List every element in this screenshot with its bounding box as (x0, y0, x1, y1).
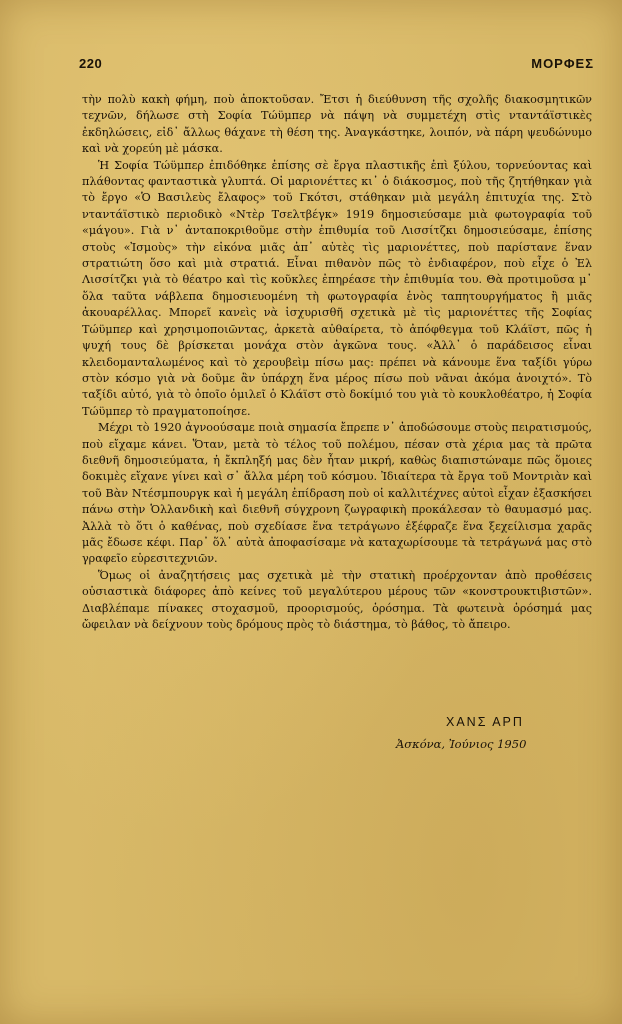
paragraph-2: Ἡ Σοφία Τώϋμπερ ἐπιδόθηκε ἐπίσης σὲ ἔργα πλαστικῆς ἐπὶ ξύλου, τορνεύοντας καὶ πλάθοντας φανταστικὰ γλυπτά. Οἱ μαριονέττες κι᾽ ὁ διάκοσμος, ποὺ τῆς ζητήθηκαν γιὰ τὸ ἔργο «Ὁ Βασιλεὺς ἔλαφος» τοῦ Γκότσι, στάθηκαν μιὰ μεγάλη ἐπιτυχία της. Στὸ νταντάϊστικὸ περιοδικὸ «Ντὲρ Τσελτβέγκ» 1919 δημοσιεύσαμε μιὰ φωτογραφία τοῦ «μάγου». Γιὰ ν᾽ ἀνταποκριθοῦμε στὴν ἐπιθυμία τοῦ Λισσίτζκι δημοσιεύσαμε, ἐπίσης στοὺς «Ἰσμοὺς» τὴν εἰκόνα μιᾶς ἀπ᾽ αὐτὲς τὶς μαριονέττες, ποὺ παρίστανε ἕναν στρατιώτη ὅσο καὶ μιὰ στρατιά. Εἶναι πιθανὸν πῶς τὸ ἐνδιαφέρον, ποὺ εἶχε ὁ Ἐλ Λισσίτζκι γιὰ τὸ θέατρο καὶ τὶς κοῦκλες ἐπηρέασε τὴν ἐπιθυμία του. Θὰ προτιμοῦσα μ᾽ ὅλα ταῦτα νάβλεπα δημοσιευομένη τὴ φωτογραφία ἑνὸς ταπητουργήματος ἢ μιᾶς ἀκουαρέλλας. Μπορεῖ κανεὶς νὰ ἰσχυρισθῆ σχετικὰ μὲ τὶς μαριονέττες τῆς Σοφίας Τώϋμπερ καὶ χρησιμοποιῶντας, ἀρκετὰ αὐθαίρετα, τὸ ἀπόφθεγμα τοῦ Κλάϊστ, πῶς ἡ ψυχή τους δὲ βρίσκεται μονάχα στὸν ἀγκῶνα τους. «Ἀλλ᾽ ὁ παράδεισος εἶναι κλειδομανταλωμένος καὶ τὸ χερουβεὶμ πίσω μας: πρέπει νὰ κάνουμε ἕνα ταξίδι γύρω στὸν κόσμο γιὰ νὰ δοῦμε ἂν ὑπάρχη ἕνα μέρος πίσω ποὺ νᾶναι ἀκόμα ἀνοιχτό». Τὸ ταξίδι αὐτό, γιὰ τὸ ὁποῖο ὁμιλεῖ ὁ Κλάϊστ στὸ δοκίμιό του γιὰ τὸ κουκλοθέατρο, ἡ Σοφία Τώϋμπερ τὸ πραγματοποίησε. (82, 158, 592, 418)
place-date: Ἀσκόνα, Ἰούνιος 1950 (396, 737, 527, 751)
paragraph-3: Μέχρι τὸ 1920 ἀγνοούσαμε ποιὰ σημασία ἔπρεπε ν᾽ ἀποδώσουμε στοὺς πειρατισμούς, ποὺ εἴχαμε κάνει. Ὅταν, μετὰ τὸ τέλος τοῦ πολέμου, πέσαν στὰ χέρια μας τὰ πρῶτα διεθνῆ δημοσιεύματα, ἡ ἔκπληξή μας δὲν ἦταν μικρή, καθὼς διαπιστώναμε πῶς ὅμοιες δοκιμὲς εἴχανε γίνει καὶ σ᾽ ἄλλα μέρη τοῦ κόσμου. Ἰδιαίτερα τὰ ἔργα τοῦ Μοντριὰν καὶ τοῦ Βὰν Ντέσμπουργκ καὶ ἡ μεγάλη ἐπίδραση ποὺ οἱ καλλιτέχνες αὐτοὶ εἶχαν ἐξασκήσει πάνω στὴν Ὁλλανδικὴ καὶ διεθνῆ σύγχρονη ζωγραφικὴ προκάλεσαν τὸ θαυμασμό μας. Ἀλλὰ τὸ ὅτι ὁ καθένας, ποὺ σχεδίασε ἕνα τετράγωνο ἐξέφραζε ἕνα ξεχείλισμα χαρᾶς μᾶς ἔδωσε κέφι. Παρ᾽ ὅλ᾽ αὐτὰ ἀποφασίσαμε νὰ καταχωρίσουμε τὰ τετράγωνά μας στὸ γραφεῖο εὑρεσιτεχνιῶν. (82, 421, 592, 566)
paragraph-1: τὴν πολὺ κακὴ φήμη, ποὺ ἀποκτοῦσαν. Ἔτσι ἡ διεύθυνση τῆς σχολῆς διακοσμητικῶν τεχνῶν, δήλωσε στὴ Σοφία Τώϋμπερ νὰ πάψη νὰ συμμετέχη στὶς νταντάϊστικὲς ἐκδηλώσεις, εἰδ᾽ ἄλλως θάχανε τὴ θέση της. Ἀναγκάστηκε, λοιπόν, νὰ πάρη ψευδώνυμο καὶ νὰ χορεύη μὲ μάσκα. (82, 93, 592, 156)
page-header (79, 56, 594, 74)
page-number: 220 (79, 56, 103, 71)
article-body (82, 92, 592, 633)
running-title: ΜΟΡΦΕΣ (531, 56, 594, 71)
signature-block (396, 713, 556, 753)
author-name: ΧΑΝΣ ΑΡΠ (446, 715, 524, 729)
paragraph-4: Ὅμως οἱ ἀναζητήσεις μας σχετικὰ μὲ τὴν στατικὴ προέρχονταν ἀπὸ προθέσεις οὐσιαστικὰ διάφορες ἀπὸ κείνες τοῦ μεγαλύτερου μέρους τῶν «κονστρουκτιβιστῶν». Διαβλέπαμε πίνακες στοχασμοῦ, προορισμούς, ὁρόσημα. Τὰ φωτεινὰ ὁρόσημά μας ὤφειλαν νὰ δείχνουν τοὺς δρόμους πρὸς τὸ διάστημα, τὸ βάθος, τὸ ἄπειρο. (82, 568, 592, 631)
